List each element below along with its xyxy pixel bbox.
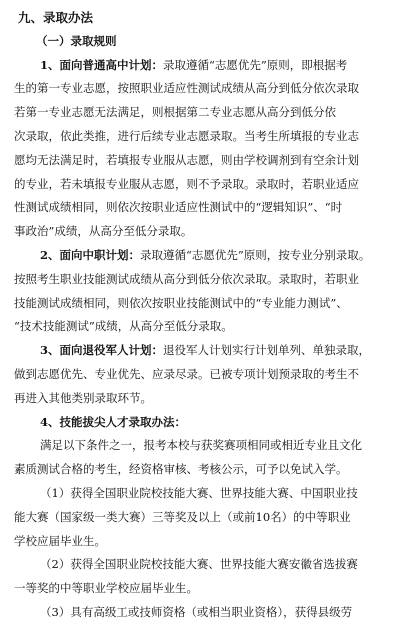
item-2-line-1: （2）获得全国职业院校技能大赛、世界技能大赛安徽省选拔赛 [40, 557, 358, 572]
subsection-heading: （一）录取规则 [36, 33, 117, 48]
paragraph-1-line-2: 生的第一专业志愿，按照职业适应性测试成绩从高分到低分依次录取 [14, 81, 359, 96]
paragraph-1-line-8: 事政治”成绩，从高分至低分录取。 [14, 224, 193, 239]
paragraph-2-label: 2、面向中职计划： [40, 247, 141, 262]
paragraph-4-heading [14, 411, 401, 435]
item-2-line-2: 一等奖的中等职业学校应届毕业生。 [14, 581, 198, 596]
paragraph-1-line-1 [14, 54, 401, 78]
item-3-line-1: （3）具有高级工或技师资格（或相当职业资格），获得县级劳 [40, 604, 353, 619]
paragraph-1-line-5: 愿均无法满足时，若填报专业服从志愿，则由学校调剂到有空余计划 [14, 152, 359, 167]
paragraph-3-line-1 [14, 339, 401, 363]
item-1-line-3: 学校应届毕业生。 [14, 533, 106, 548]
item-1-line-1: （1）获得全国职业院校技能大赛、世界技能大赛、中国职业技 [40, 485, 358, 500]
paragraph-3-text: 退役军人计划实行计划单列、单独录取， [163, 343, 371, 358]
paragraph-2-line-3: 技能测试成绩相同，则依次按职业技能测试中的“专业能力测试”、 [14, 295, 348, 310]
paragraph-4-line-1: 满足以下条件之一，报考本校与获奖赛项相同或相近专业且文化 [40, 438, 362, 453]
section-heading: 九、录取办法 [18, 10, 94, 25]
paragraph-4-label: 4、技能拔尖人才录取办法： [40, 414, 187, 429]
paragraph-1-text: 录取遵循“志愿优先”原则，即根据考 [163, 57, 348, 72]
paragraph-2-line-2: 按照考生职业技能测试成绩从高分到低分依次录取。录取时，若职业 [14, 271, 359, 286]
paragraph-2-line-1 [14, 244, 401, 268]
paragraph-3-line-3: 再进入其他类别录取环节。 [14, 390, 152, 405]
paragraph-3-line-2: 做到志愿优先、专业优先、应录尽录。已被专项计划预录取的考生不 [14, 366, 359, 381]
paragraph-2-text: 录取遵循“志愿优先”原则，按专业分别录取。 [140, 247, 371, 262]
paragraph-2-line-4: “技术技能测试”成绩，从高分至低分录取。 [14, 319, 233, 334]
paragraph-4-line-2: 素质测试合格的考生，经资格审核、考核公示，可予以免试入学。 [14, 462, 348, 477]
paragraph-1-line-6: 的专业，若未填报专业服从志愿，则不予录取。录取时，若职业适应 [14, 176, 359, 191]
paragraph-3-label: 3、面向退役军人计划： [40, 343, 164, 358]
paragraph-1-line-4: 次录取，依此类推，进行后续专业志愿录取。当考生所填报的专业志 [14, 128, 359, 143]
paragraph-1-line-7: 性测试成绩相同，则依次按职业适应性测试中的“逻辑知识”、“时 [14, 200, 343, 215]
item-1-line-2: 能大赛（国家级一类大赛）三等奖及以上（或前10名）的中等职业 [14, 509, 351, 524]
paragraph-1-label: 1、面向普通高中计划： [40, 57, 164, 72]
paragraph-1-line-3: 若第一专业志愿无法满足，则根据第二专业志愿从高分到低分依 [14, 105, 336, 120]
